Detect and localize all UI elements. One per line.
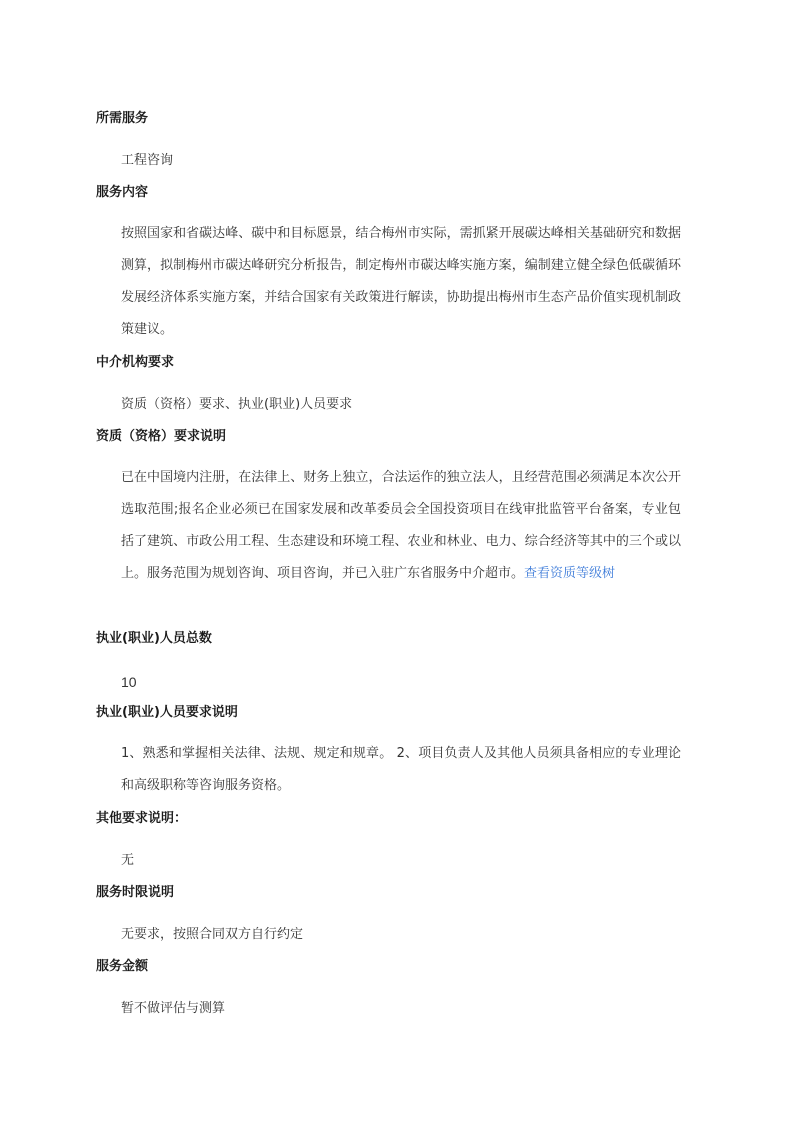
label-required-service: 所需服务 <box>96 111 149 126</box>
value-staff-total: 10 <box>121 674 137 690</box>
label-staff-requirements: 执业(职业)人员要求说明 <box>96 705 238 720</box>
value-service-amount: 暂不做评估与测算 <box>121 1001 226 1016</box>
value-staff-requirements: 1、熟悉和掌握相关法律、法规、规定和规章。 2、项目负责人及其他人员须具备相应的专业理论和高级职称等咨询服务资格。 <box>121 746 681 793</box>
label-staff-total: 执业(职业)人员总数 <box>96 631 212 646</box>
label-service-time-limit: 服务时限说明 <box>96 885 175 900</box>
label-qualification-description: 资质（资格）要求说明 <box>96 429 227 444</box>
value-qualification-description <box>121 462 681 590</box>
label-service-content: 服务内容 <box>96 185 149 200</box>
value-service-content: 按照国家和省碳达峰、碳中和目标愿景，结合梅州市实际，需抓紧开展碳达峰相关基础研究和数据测算，拟制梅州市碳达峰研究分析报告，制定梅州市碳达峰实施方案，编制建立健全绿色低碳循环发展经济体系实施方案，并结合国家有关政策进行解读，协助提出梅州市生态产品价值实现机制政策建议。 <box>121 226 681 337</box>
value-service-time-limit: 无要求，按照合同双方自行约定 <box>121 927 304 942</box>
value-required-service: 工程咨询 <box>121 153 174 168</box>
value-other-requirements: 无 <box>121 853 135 868</box>
label-agency-requirements: 中介机构要求 <box>96 355 175 370</box>
value-agency-requirements: 资质（资格）要求、执业(职业)人员要求 <box>121 397 353 412</box>
label-other-requirements: 其他要求说明： <box>96 811 188 826</box>
qualification-text: 已在中国境内注册，在法律上、财务上独立，合法运作的独立法人，且经营范围必须满足本次公开选取范围;报名企业必须已在国家发展和改革委员会全国投资项目在线审批监管平台备案，专业包括了建筑、市政公用工程、生态建设和环境工程、农业和林业、电力、综合经济等其中的三个或以上。服务范围为规划咨询、项目咨询，并已入驻广东省服务中介超市。 <box>121 470 681 581</box>
qualification-tree-link[interactable]: 查看资质等级树 <box>524 566 616 581</box>
label-service-amount: 服务金额 <box>96 959 149 974</box>
